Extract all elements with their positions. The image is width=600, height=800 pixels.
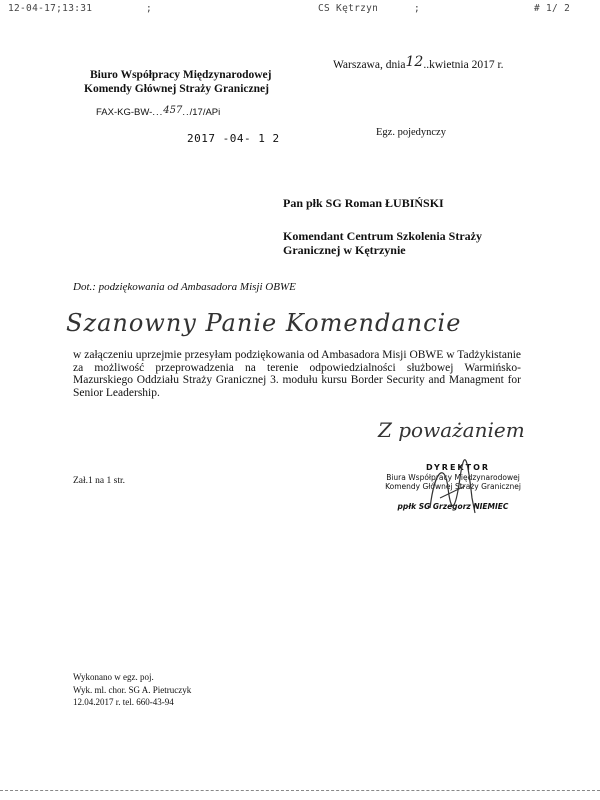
- handwritten-salutation: Szanowny Panie Komendancie: [66, 309, 462, 337]
- place-date-prefix: Warszawa, dnia: [333, 59, 406, 71]
- addressee-title-line-1: Komendant Centrum Szkolenia Straży: [283, 229, 482, 243]
- addressee-name: Pan płk SG Roman ŁUBIŃSKI: [283, 196, 444, 210]
- attachment-note: Zał.1 na 1 str.: [73, 476, 125, 486]
- handwritten-signature: [410, 458, 490, 518]
- sender-line-2: Komendy Głównej Straży Granicznej: [84, 83, 269, 95]
- reference-suffix: /17/APi: [189, 107, 221, 118]
- scan-edge-line: [0, 790, 600, 791]
- place-date: Warszawa, dnia12..kwietnia 2017 r.: [333, 54, 504, 71]
- addressee-title-line-2: Granicznej w Kętrzynie: [283, 243, 406, 257]
- reference-prefix: FAX-KG-BW-: [96, 107, 153, 118]
- fax-datetime: 12-04-17;13:31: [8, 3, 93, 14]
- fax-separator: ;: [414, 3, 421, 14]
- fax-separator: ;: [146, 3, 153, 14]
- footer-copies: Wykonano w egz. poj.: [73, 672, 154, 682]
- signature-name: ppłk SG Grzegorz NIEMIEC: [397, 502, 509, 511]
- body-paragraph: w załączeniu uprzejmie przesyłam podziękowania od Ambasadora Misji OBWE w Tadżykistanie za możliwość przeprowadzenia na terenie odpowiedzialności służbowej Warmińsko-Mazurskiego Oddziału Straży Granicznej 3. modułu kursu Border Security and Managment for Senior Leadership.: [73, 349, 521, 399]
- signature-office-line-2: Komendy Głównej Straży Granicznej: [385, 482, 521, 491]
- footer-prepared-by: Wyk. ml. chor. SG A. Pietruczyk: [73, 685, 192, 695]
- fax-page-number: # 1/ 2: [534, 3, 571, 14]
- copy-note: Egz. pojedynczy: [376, 127, 446, 138]
- sender-line-1: Biuro Współpracy Międzynarodowej: [90, 69, 272, 81]
- reference-number: FAX-KG-BW-...457../17/APi: [96, 105, 221, 118]
- subject-line: Dot.: podziękowania od Ambasadora Misji OBWE: [73, 281, 296, 293]
- place-date-suffix: kwietnia 2017 r.: [429, 59, 504, 71]
- footer-date-phone: 12.04.2017 r. tel. 660-43-94: [73, 697, 174, 707]
- handwritten-day: 12: [405, 54, 424, 70]
- handwritten-closing: Z poważaniem: [378, 418, 525, 442]
- signature-office-line-1: Biura Współpracy Międzynarodowej: [386, 473, 520, 482]
- signature-title: DYREKTOR: [425, 463, 491, 472]
- received-date-stamp: 2017 -04- 1 2: [187, 132, 280, 145]
- reference-handwritten-number: 457: [163, 105, 183, 116]
- fax-sender: CS Kętrzyn: [318, 3, 379, 14]
